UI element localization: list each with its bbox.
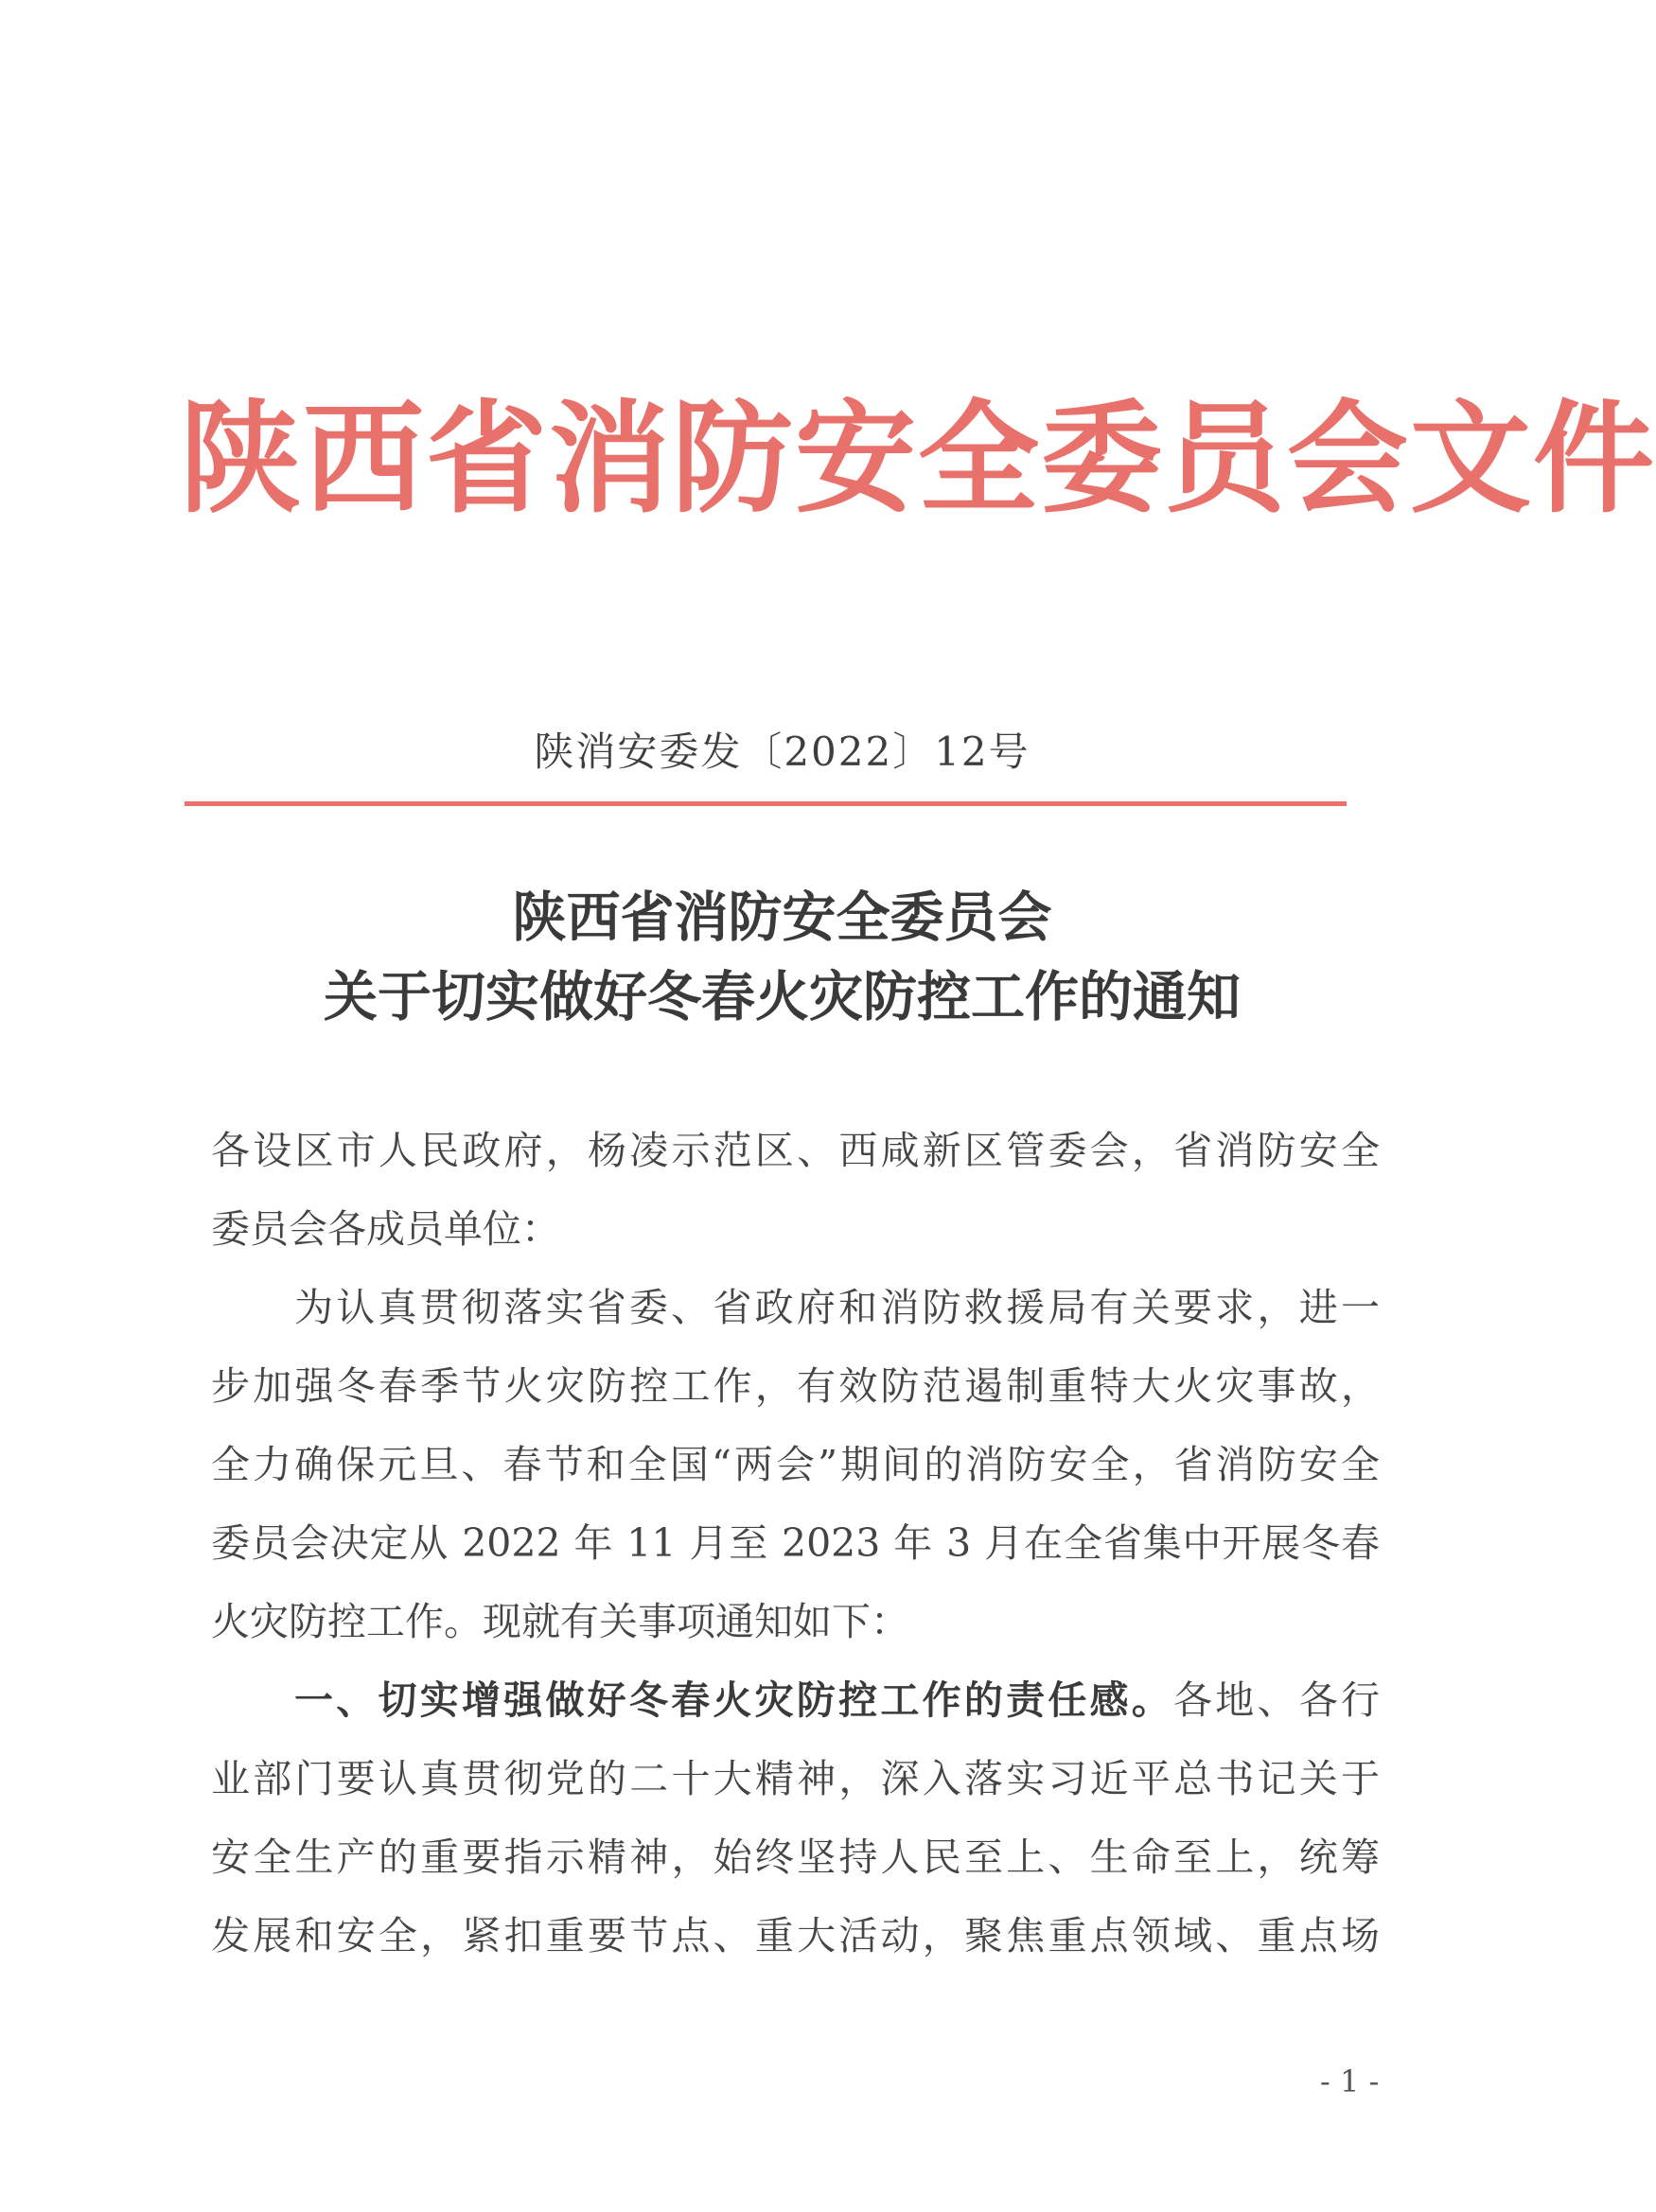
paragraph-line: 安全生产的重要指示精神，始终坚持人民至上、生命至上，统筹 [211, 1835, 1380, 1880]
section-1-first-line-tail: 各地、各行 [1173, 1677, 1381, 1723]
paragraph-line: 为认真贯彻落实省委、省政府和消防救援局有关要求，进一 [294, 1285, 1380, 1330]
notice-title-line-2: 关于切实做好冬春火灾防控工作的通知 [324, 966, 1241, 1028]
document-number: 陕消安委发〔2022〕12号 [534, 729, 1031, 775]
salutation-line-1: 各设区市人民政府，杨凌示范区、西咸新区管委会，省消防安全 [211, 1128, 1380, 1173]
paragraph-line: 发展和安全，紧扣重要节点、重大活动，聚焦重点领域、重点场 [211, 1913, 1380, 1958]
paragraph-line: 火灾防控工作。现就有关事项通知如下： [211, 1599, 909, 1644]
red-divider-line [185, 801, 1347, 806]
red-header-title: 陕西省消防安全委员会文件 [180, 388, 1656, 530]
paragraph-line: 步加强冬春季节火灾防控工作，有效防范遏制重特大火灾事故， [211, 1363, 1380, 1409]
paragraph-line: 委员会决定从 2022 年 11 月至 2023 年 3 月在全省集中开展冬春 [211, 1520, 1380, 1566]
salutation-line-2: 委员会各成员单位： [211, 1206, 560, 1252]
page-number: - 1 - [1320, 2063, 1380, 2099]
section-1-first-line [211, 1672, 1380, 1729]
notice-title-line-1: 陕西省消防安全委员会 [512, 887, 1052, 949]
section-1-heading: 一、切实增强做好冬春火灾防控工作的责任感。 [294, 1677, 1174, 1723]
paragraph-line: 业部门要认真贯彻党的二十大精神，深入落实习近平总书记关于 [211, 1756, 1380, 1801]
paragraph-line: 全力确保元旦、春节和全国“两会”期间的消防安全，省消防安全 [211, 1442, 1380, 1487]
